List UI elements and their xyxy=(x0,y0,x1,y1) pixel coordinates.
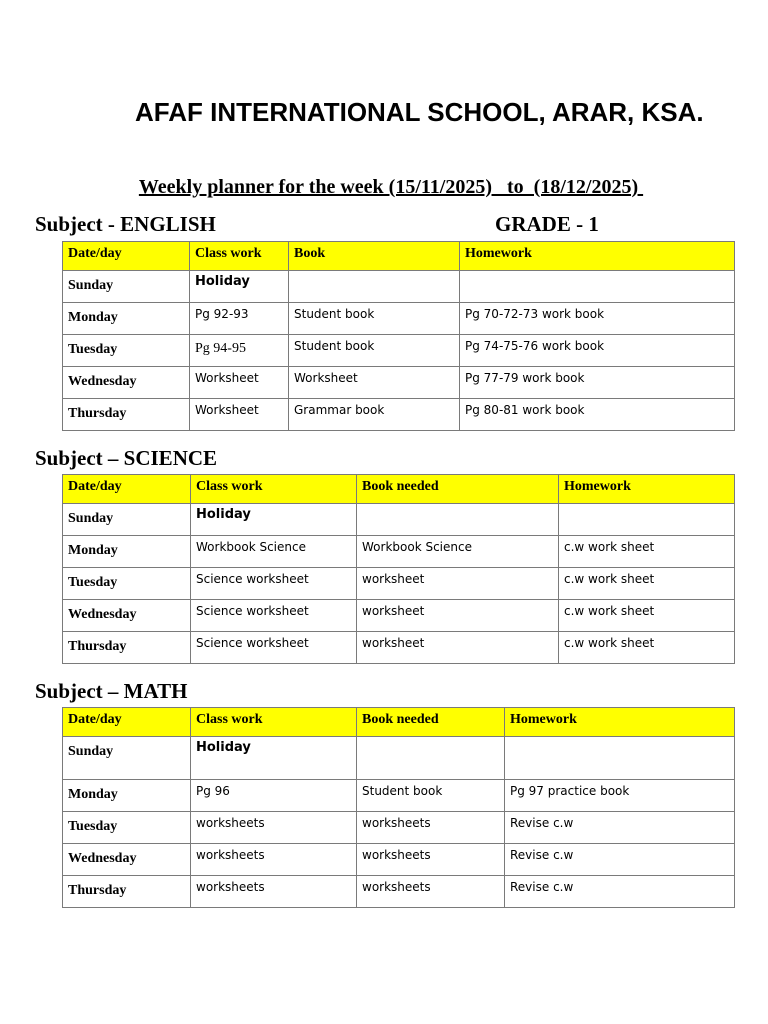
day-cell: Thursday xyxy=(63,632,191,664)
column-header-book-needed: Book needed xyxy=(357,708,505,737)
book-cell: worksheet xyxy=(357,568,559,600)
table-row-thursday xyxy=(63,632,735,664)
book-cell: Student book xyxy=(357,780,505,812)
column-header-homework: Homework xyxy=(559,475,735,504)
class-work-cell: Workbook Science xyxy=(191,536,357,568)
class-work-cell: Worksheet xyxy=(190,399,289,431)
science-subject-heading: Subject – SCIENCE xyxy=(35,446,218,470)
day-cell: Thursday xyxy=(63,399,190,431)
homework-cell: Pg 70-72-73 work book xyxy=(460,303,735,335)
book-cell: Grammar book xyxy=(289,399,460,431)
day-cell: Wednesday xyxy=(63,844,191,876)
day-cell: Tuesday xyxy=(63,568,191,600)
day-cell: Monday xyxy=(63,303,190,335)
column-header-class-work: Class work xyxy=(191,475,357,504)
class-work-cell: Holiday xyxy=(191,504,357,536)
book-cell: Student book xyxy=(289,335,460,367)
day-cell: Thursday xyxy=(63,876,191,908)
homework-cell: Pg 77-79 work book xyxy=(460,367,735,399)
class-work-cell: Pg 94-95 xyxy=(190,335,289,367)
homework-cell: c.w work sheet xyxy=(559,568,735,600)
homework-cell: Revise c.w xyxy=(505,844,735,876)
table-row-sunday xyxy=(63,737,735,780)
homework-cell: c.w work sheet xyxy=(559,536,735,568)
homework-cell: c.w work sheet xyxy=(559,632,735,664)
column-header-class-work: Class work xyxy=(190,242,289,271)
homework-cell: Pg 97 practice book xyxy=(505,780,735,812)
class-work-cell: worksheets xyxy=(191,844,357,876)
column-header-class-work: Class work xyxy=(191,708,357,737)
science-planner-table xyxy=(62,474,735,664)
day-cell: Monday xyxy=(63,536,191,568)
homework-cell: Revise c.w xyxy=(505,876,735,908)
homework-cell xyxy=(559,504,735,536)
day-cell: Sunday xyxy=(63,737,191,780)
book-cell: Student book xyxy=(289,303,460,335)
homework-cell: Pg 80-81 work book xyxy=(460,399,735,431)
column-header-homework: Homework xyxy=(505,708,735,737)
table-row-wednesday xyxy=(63,600,735,632)
column-header-date-day: Date/day xyxy=(63,475,191,504)
math-subject-heading: Subject – MATH xyxy=(35,679,188,703)
english-subject-heading: Subject - ENGLISH xyxy=(35,212,216,236)
class-work-cell: Worksheet xyxy=(190,367,289,399)
class-work-cell: Science worksheet xyxy=(191,600,357,632)
table-row-tuesday xyxy=(63,568,735,600)
english-planner-table xyxy=(62,241,735,431)
class-work-cell: Holiday xyxy=(191,737,357,780)
column-header-date-day: Date/day xyxy=(63,708,191,737)
planner-title-text: Weekly planner for the week (15/11/2025) to (18/12/2025) xyxy=(138,176,644,198)
column-header-homework: Homework xyxy=(460,242,735,271)
table-row-wednesday xyxy=(63,367,735,399)
table-row-monday xyxy=(63,780,735,812)
table-header-row xyxy=(63,242,735,271)
class-work-cell: Science worksheet xyxy=(191,632,357,664)
grade-label: GRADE - 1 xyxy=(495,212,599,236)
book-cell: worksheet xyxy=(357,600,559,632)
homework-cell: Pg 74-75-76 work book xyxy=(460,335,735,367)
day-cell: Tuesday xyxy=(63,812,191,844)
planner-title xyxy=(0,175,768,199)
table-row-sunday xyxy=(63,504,735,536)
table-row-monday xyxy=(63,303,735,335)
day-cell: Sunday xyxy=(63,271,190,303)
table-row-wednesday xyxy=(63,844,735,876)
book-cell xyxy=(289,271,460,303)
book-cell: worksheets xyxy=(357,876,505,908)
day-cell: Wednesday xyxy=(63,600,191,632)
book-cell: worksheets xyxy=(357,812,505,844)
day-cell: Tuesday xyxy=(63,335,190,367)
class-work-cell: Pg 92-93 xyxy=(190,303,289,335)
class-work-cell: Holiday xyxy=(190,271,289,303)
math-planner-table xyxy=(62,707,735,908)
column-header-date-day: Date/day xyxy=(63,242,190,271)
school-title: AFAF INTERNATIONAL SCHOOL, ARAR, KSA. xyxy=(135,97,704,127)
column-header-book: Book xyxy=(289,242,460,271)
book-cell: worksheet xyxy=(357,632,559,664)
book-cell xyxy=(357,737,505,780)
class-work-cell: worksheets xyxy=(191,876,357,908)
class-work-cell: Pg 96 xyxy=(191,780,357,812)
table-row-monday xyxy=(63,536,735,568)
class-work-cell: Science worksheet xyxy=(191,568,357,600)
homework-cell xyxy=(505,737,735,780)
day-cell: Monday xyxy=(63,780,191,812)
class-work-cell: worksheets xyxy=(191,812,357,844)
table-row-sunday xyxy=(63,271,735,303)
table-row-thursday xyxy=(63,399,735,431)
book-cell: Worksheet xyxy=(289,367,460,399)
homework-cell xyxy=(460,271,735,303)
table-row-tuesday xyxy=(63,812,735,844)
table-row-tuesday xyxy=(63,335,735,367)
book-cell xyxy=(357,504,559,536)
day-cell: Sunday xyxy=(63,504,191,536)
book-cell: worksheets xyxy=(357,844,505,876)
book-cell: Workbook Science xyxy=(357,536,559,568)
day-cell: Wednesday xyxy=(63,367,190,399)
homework-cell: c.w work sheet xyxy=(559,600,735,632)
table-header-row xyxy=(63,708,735,737)
table-header-row xyxy=(63,475,735,504)
table-row-thursday xyxy=(63,876,735,908)
homework-cell: Revise c.w xyxy=(505,812,735,844)
column-header-book-needed: Book needed xyxy=(357,475,559,504)
